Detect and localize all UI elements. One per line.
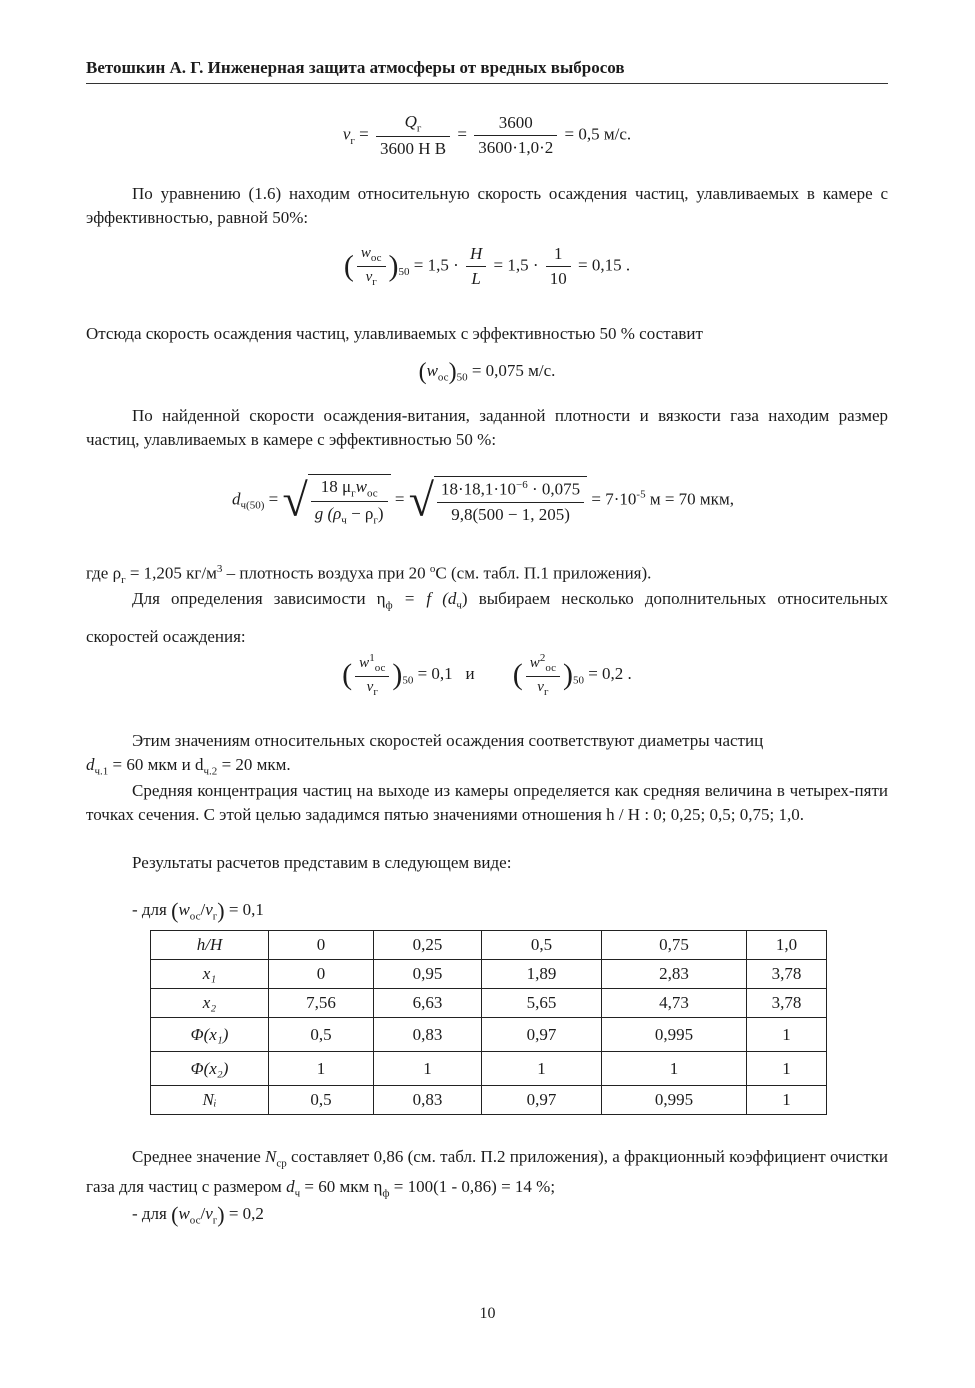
table-cell: 1,89 <box>482 960 602 989</box>
table-cell: 1 <box>747 1052 827 1086</box>
table-row-label: h/H <box>151 931 269 960</box>
table-cell: 0,97 <box>482 1086 602 1115</box>
table-cell: 1,0 <box>747 931 827 960</box>
paragraph-5: Для определения зависимости $\eta_ф = f$ $(d_ч)$ выбираем несколько дополнительных относительных скоростей осаждения: <box>86 589 889 647</box>
table-cell: 0,5 <box>482 931 602 960</box>
table-cell: 5,65 <box>482 989 602 1018</box>
table-row <box>151 1018 827 1052</box>
paragraph-3: По найденной скорости осаждения-витания, заданной плотности и вязкости газа находим размер частиц, улавливаемых в камере с эффективностью 50 %: <box>86 406 888 449</box>
table-cell: 3,78 <box>747 960 827 989</box>
paragraph-2: Отсюда скорость осаждения частиц, улавливаемых с эффективностью 50 % составит <box>86 324 703 343</box>
table-cell: 0,83 <box>374 1086 482 1115</box>
table-row-label: x₂ <box>151 989 269 1018</box>
table-cell: 4,73 <box>602 989 747 1018</box>
table-cell: 0 <box>269 931 374 960</box>
paragraph-1: По уравнению (1.6) находим относительную скорость осаждения частиц, улавливаемых в камере с эффективностью, равной 50%: <box>86 184 888 227</box>
table-cell: 0 <box>269 960 374 989</box>
table-cell: 0,25 <box>374 931 482 960</box>
table-row-label: Nᵢ <box>151 1086 269 1115</box>
table-row-label: Φ(x₂) <box>151 1052 269 1086</box>
table-cell: 0,5 <box>269 1086 374 1115</box>
case-label-02: - для $(w_{ос}/v_г) = 0,2$ <box>132 1202 264 1228</box>
table-row-label: x₁ <box>151 960 269 989</box>
table-cell: 1 <box>602 1052 747 1086</box>
equation-relative-velocity: ( $\frac{w_{ос}}{v_г}$ )$_{50} = 1,5$ · $\frac{H}{L}$ = 1,5 · $\frac{1}{10}$ = 0,15 . <box>343 244 631 288</box>
table-cell: 7,56 <box>269 989 374 1018</box>
table-cell: 2,83 <box>602 960 747 989</box>
table-row <box>151 1052 827 1086</box>
table-cell: 0,97 <box>482 1018 602 1052</box>
table-cell: 1 <box>482 1052 602 1086</box>
equation-settling-velocity: $(w_{ос})_{50} = 0,075$ м/с. <box>418 359 556 385</box>
table-cell: 1 <box>747 1086 827 1115</box>
table-row <box>151 960 827 989</box>
table-cell: 0,83 <box>374 1018 482 1052</box>
case-label-01: - для $(w_{ос}/v_г) = 0,1$ <box>132 898 264 924</box>
table-cell: 1 <box>747 1018 827 1052</box>
paragraph-8: Результаты расчетов представим в следующем виде: <box>132 853 512 872</box>
table-row <box>151 931 827 960</box>
table-cell: 3,78 <box>747 989 827 1018</box>
table-cell: 0,5 <box>269 1018 374 1052</box>
results-table <box>150 930 827 1115</box>
table-cell: 0,995 <box>602 1018 747 1052</box>
table-row <box>151 1086 827 1115</box>
table-cell: 0,995 <box>602 1086 747 1115</box>
paragraph-9: Среднее значение $N_{ср}$ составляет 0,86 (см. табл. П.2 приложения), а фракционный коэффициент очистки газа для частиц с размером $d_ч = 60$ мкм $\eta_ф = 100(1 - 0,86) = 14$ %; <box>86 1147 888 1200</box>
table-row-label: Φ(x₁) <box>151 1018 269 1052</box>
running-header: Ветошкин А. Г. Инженерная защита атмосферы от вредных выбросов <box>86 58 888 84</box>
equation-particle-diameter: $d_{ч(50)}$ = √ $\frac{18 \mu_гw_{ос}}{g (\rho_ч - \rho_г)}$ = √ $\frac{18\cdot 18,1\cdot 10^{-6} \cdot 0,075}{9,8(500 - 1, 205)}$ = $7\cdot 10^{-5}$ м = 70 мкм, <box>232 474 734 527</box>
table-cell: 1 <box>374 1052 482 1086</box>
equation-gas-velocity: $v_г$ = $\frac{Q_г}{\text{3600 H B}}$ = $\frac{3600}{3600\cdot 1,0\cdot 2}$ = 0,5 м/с. <box>342 112 632 159</box>
paragraph-4: где $\rho_г = 1,205$ $кг/м^3$ – плотность воздуха при 20 $^o$С (см. табл. П.1 приложения). <box>86 563 652 587</box>
page-number: 10 <box>479 1305 496 1322</box>
table-cell: 0,95 <box>374 960 482 989</box>
paragraph-6: Этим значениям относительных скоростей осаждения соответствуют диаметры частиц $d_{ч.1} = 60$ мкм и $d_{ч.2} = 20$ мкм. <box>86 731 764 778</box>
table-cell: 1 <box>269 1052 374 1086</box>
equation-additional-velocities: ( $\frac{w^1_{ос}}{v_г}$ )$_{50} = 0,1$ и ( $\frac{w^2_{ос}}{v_г}$ )$_{50} = 0,2$ . <box>342 652 632 698</box>
table-row <box>151 989 827 1018</box>
table-cell: 0,75 <box>602 931 747 960</box>
table-cell: 6,63 <box>374 989 482 1018</box>
paragraph-7: Средняя концентрация частиц на выходе из камеры определяется как средняя величина в четырех-пяти точках сечения. С этой целью зададимся пятью значениями отношения h / H : 0; 0,25; 0,5; 0,75; 1,0. <box>86 781 888 824</box>
